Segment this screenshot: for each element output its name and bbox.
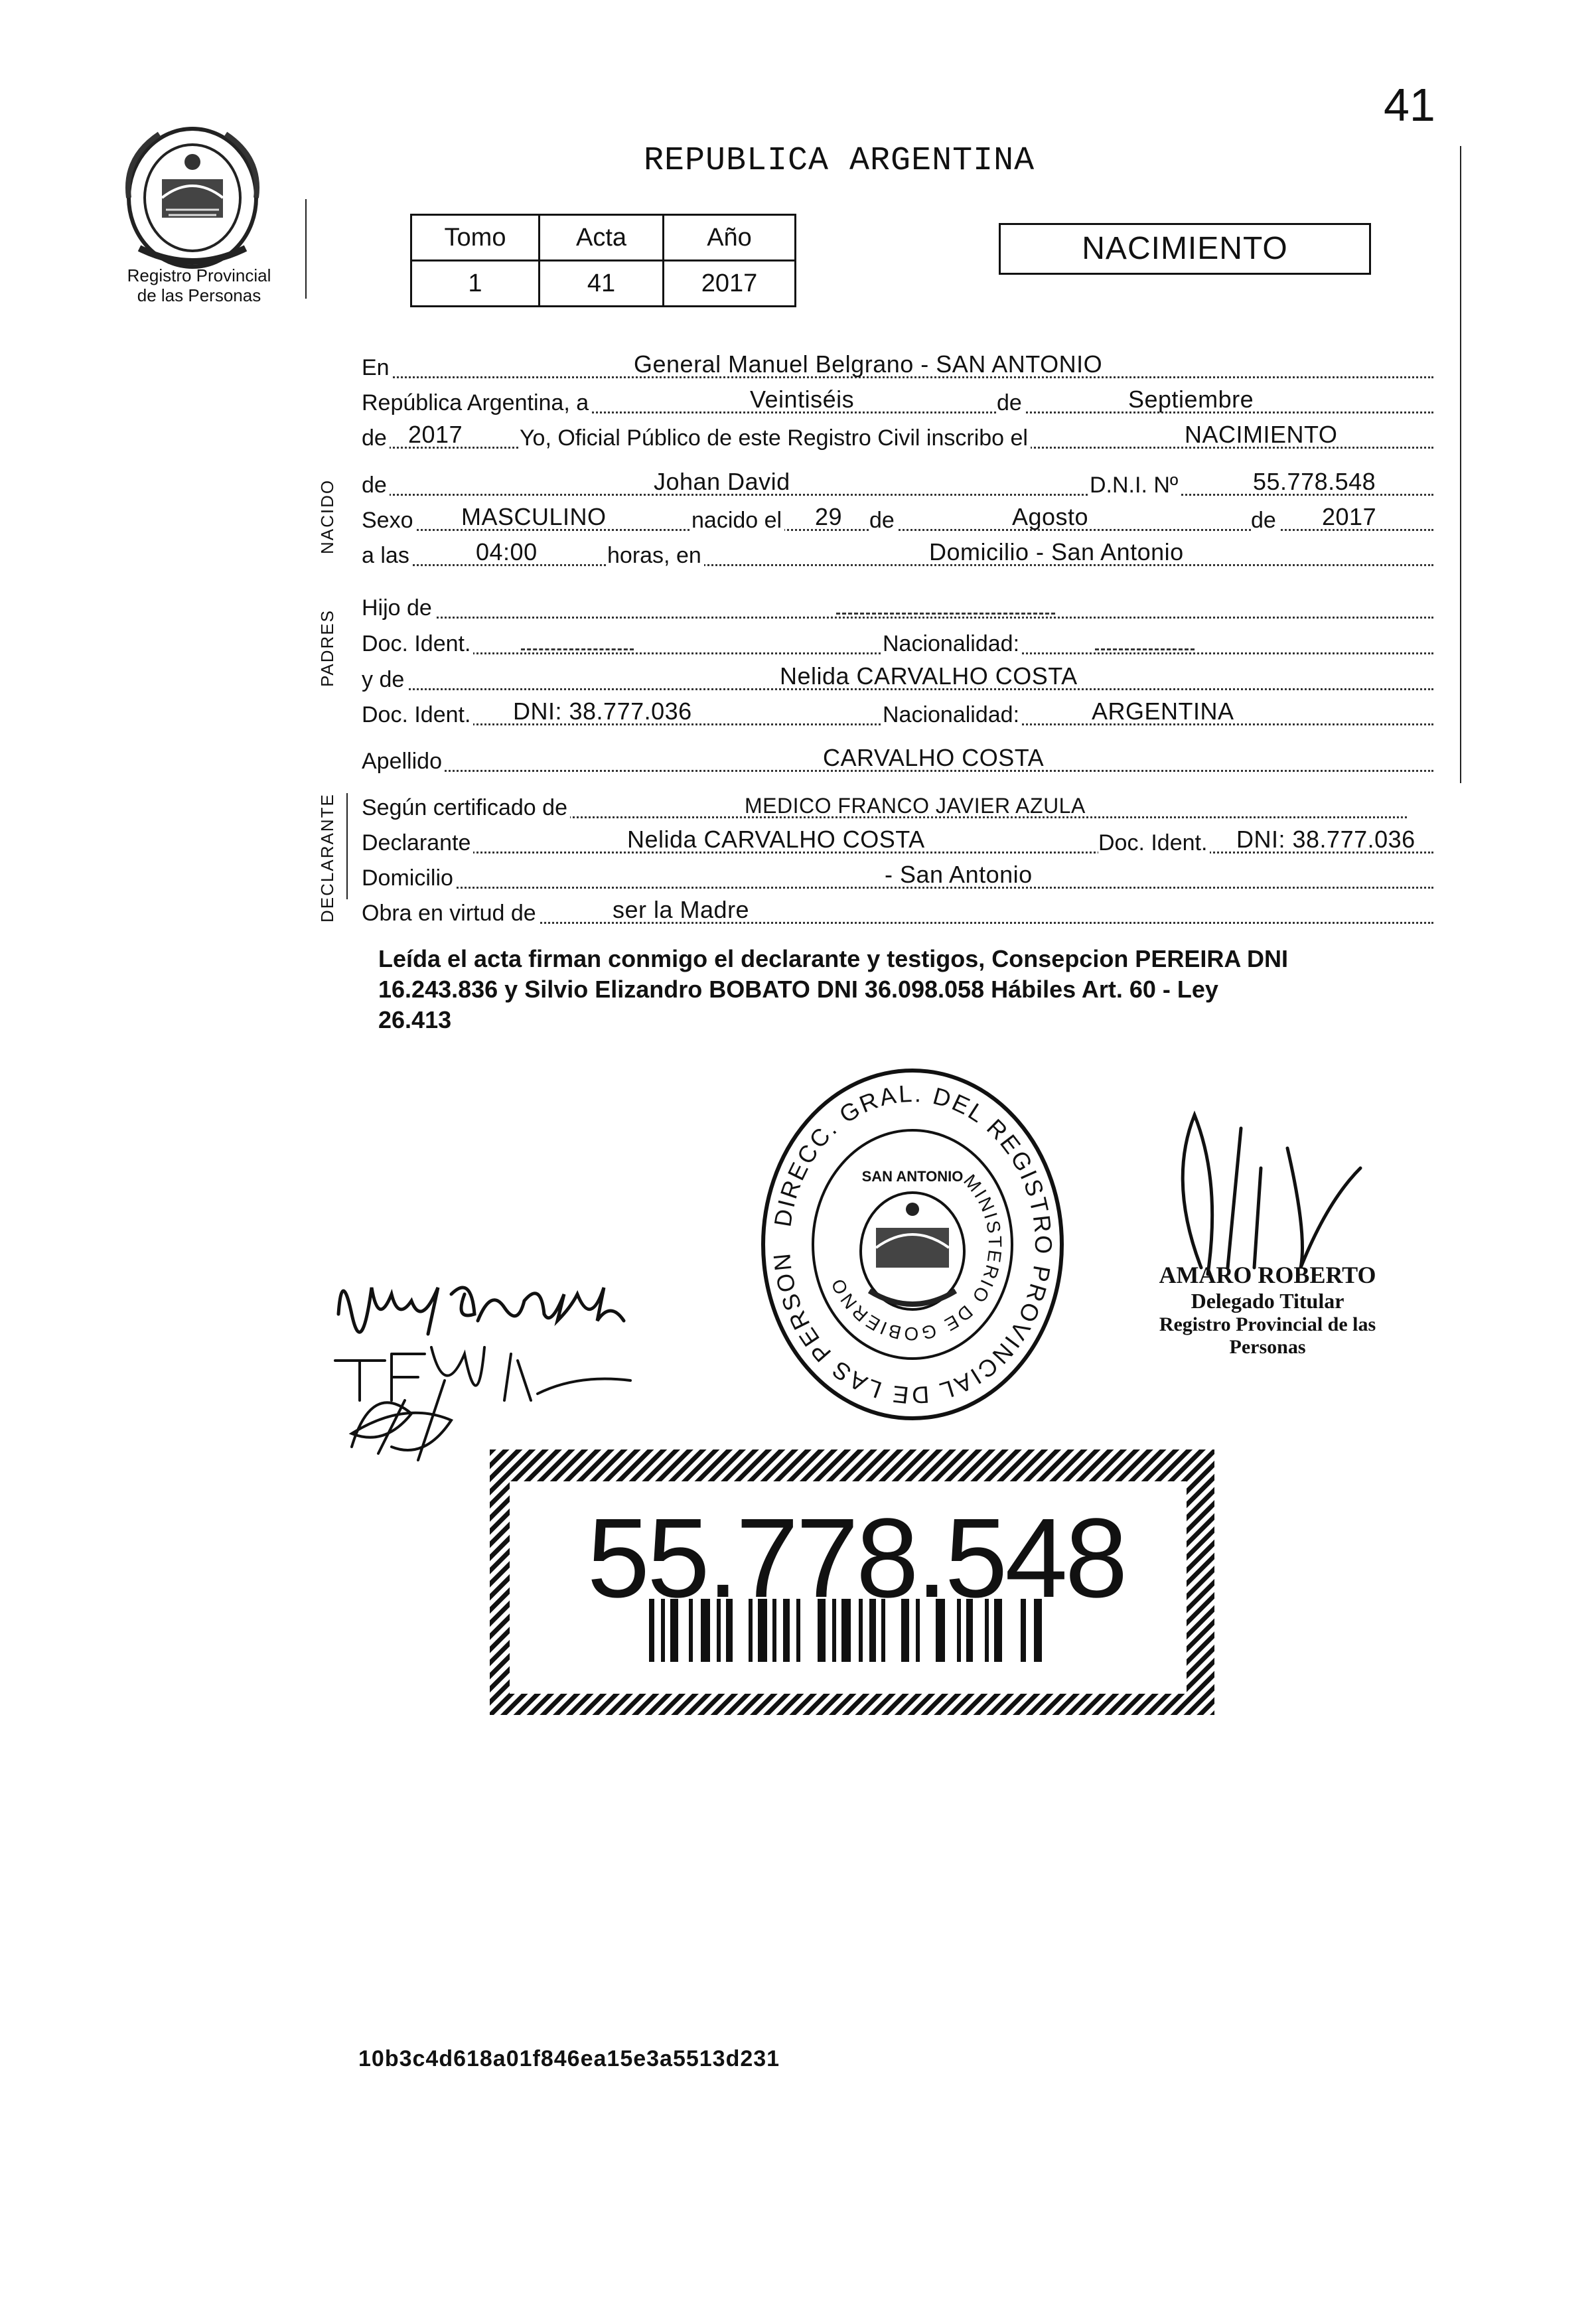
- page-number: 41: [1384, 79, 1435, 131]
- blank-strike: [1095, 648, 1195, 650]
- row-doc-father: [362, 628, 1433, 661]
- row-domicilio: [362, 862, 1433, 895]
- birth-day-value: 29: [815, 503, 843, 530]
- doc-ident-label: Doc. Ident.: [362, 631, 473, 657]
- row-nombre: [362, 469, 1433, 502]
- mother-name-value: Nelida CARVALHO COSTA: [780, 662, 1078, 690]
- obra-label: Obra en virtud de: [362, 901, 539, 927]
- horas-label: horas, en: [607, 543, 704, 569]
- declarant-signature: [312, 1248, 710, 1467]
- surname-value: CARVALHO COSTA: [823, 744, 1045, 771]
- republica-label: República Argentina, a: [362, 390, 591, 416]
- certificado-label: Según certificado de: [362, 795, 570, 821]
- doc-ident-label: Doc. Ident.: [362, 702, 473, 728]
- de-label: de: [997, 390, 1025, 416]
- section-label-declarante: DECLARANTE: [317, 793, 337, 923]
- birth-time-value: 04:00: [476, 538, 538, 565]
- sexo-label: Sexo: [362, 508, 416, 534]
- official-stamp: [757, 1062, 1068, 1427]
- row-madre: [362, 664, 1433, 697]
- registry-value-row: [411, 261, 796, 307]
- header-margin-line: [305, 199, 307, 299]
- document-hash: 10b3c4d618a01f846ea15e3a5513d231: [358, 2046, 780, 2071]
- nacionalidad-label: Nacionalidad:: [883, 702, 1022, 728]
- logo-caption-line2: de las Personas: [137, 285, 261, 305]
- anio-value: 2017: [664, 261, 796, 307]
- row-en: [362, 352, 1433, 385]
- seal-inner-text: MINISTERIO DE GOBIERNO: [826, 1170, 1006, 1345]
- witness-statement: [378, 944, 1414, 1035]
- month-value: Septiembre: [1128, 386, 1254, 413]
- domicilio-label: Domicilio: [362, 865, 456, 891]
- statement-line2: 16.243.836 y Silvio Elizandro BOBATO DNI 36.098.058 Hábiles Art. 60 - Ley: [378, 976, 1218, 1003]
- row-declarante: [362, 827, 1433, 860]
- a-las-label: a las: [362, 543, 412, 569]
- official-block: [1128, 1261, 1407, 1359]
- row-doc-mother: [362, 699, 1433, 732]
- blank-strike: [836, 613, 1055, 615]
- dotted-line: [362, 617, 1433, 619]
- row-anio: [362, 422, 1433, 455]
- mother-nationality-value: ARGENTINA: [1092, 698, 1234, 725]
- registry-header-row: [411, 215, 796, 261]
- blank-strike: [521, 648, 634, 650]
- statement-line3: 26.413: [378, 1006, 452, 1033]
- declarant-name-value: Nelida CARVALHO COSTA: [627, 826, 925, 853]
- official-office: Registro Provincial de las Personas: [1159, 1313, 1376, 1358]
- nacido-label: nacido el: [691, 508, 784, 534]
- declarant-dni-value: DNI: 38.777.036: [1236, 826, 1415, 853]
- certificate-value: MEDICO FRANCO JAVIER AZULA: [745, 794, 1086, 818]
- row-sexo: [362, 504, 1433, 538]
- tomo-value: 1: [411, 261, 540, 307]
- section-label-padres: PADRES: [317, 609, 337, 687]
- hijo-label: Hijo de: [362, 595, 435, 621]
- address-value: - San Antonio: [885, 861, 1033, 888]
- inscription-type-value: NACIMIENTO: [1185, 421, 1338, 448]
- right-margin-line: [1460, 146, 1461, 783]
- row-hijo: [362, 592, 1433, 625]
- birth-month-value: Agosto: [1012, 503, 1089, 530]
- dni-label: D.N.I. Nº: [1090, 473, 1181, 498]
- doc-ident-label: Doc. Ident.: [1098, 830, 1210, 856]
- seal-outer-text: DIRECC. GRAL. DEL REGISTRO PROVINCIAL DE LAS PERSON: [767, 1079, 1058, 1410]
- mother-dni-value: DNI: 38.777.036: [513, 698, 692, 725]
- de-label: de: [362, 425, 390, 451]
- statement-line1: Leída el acta firman conmigo el declarante y testigos, Consepcion PEREIRA DNI: [378, 945, 1289, 972]
- nacionalidad-label: Nacionalidad:: [883, 631, 1022, 657]
- row-obra: [362, 897, 1433, 930]
- sex-value: MASCULINO: [461, 503, 607, 530]
- logo-caption-line1: Registro Provincial: [127, 265, 271, 285]
- section-label-nacido: NACIDO: [317, 479, 337, 554]
- relation-value: ser la Madre: [613, 896, 750, 923]
- birth-year-value: 2017: [1322, 503, 1377, 530]
- child-dni-value: 55.778.548: [1253, 468, 1376, 495]
- anio-header: Año: [664, 215, 796, 261]
- place-value: General Manuel Belgrano - SAN ANTONIO: [634, 350, 1103, 378]
- country-title: REPUBLICA ARGENTINA: [644, 142, 1035, 180]
- apellido-label: Apellido: [362, 749, 445, 775]
- provincial-registry-seal-icon: [113, 118, 272, 277]
- barcode-number: 55.778.548: [587, 1495, 1125, 1621]
- de-label: de: [362, 473, 390, 498]
- acta-header: Acta: [540, 215, 664, 261]
- child-name-value: Johan David: [654, 468, 790, 495]
- row-hora: [362, 540, 1433, 573]
- logo-caption: [100, 265, 299, 305]
- oficial-text: Yo, Oficial Público de este Registro Civil inscribo el: [520, 425, 1031, 451]
- official-title: Delegado Titular: [1191, 1289, 1344, 1313]
- tomo-header: Tomo: [411, 215, 540, 261]
- day-value: Veintiséis: [750, 386, 855, 413]
- year-value: 2017: [408, 421, 463, 448]
- declarante-label: Declarante: [362, 830, 473, 856]
- seal-top-text: SAN ANTONIO: [861, 1168, 964, 1185]
- row-certificado: [362, 792, 1433, 825]
- declarante-margin-line: [346, 793, 348, 899]
- birth-place-value: Domicilio - San Antonio: [929, 538, 1184, 565]
- de-label: de: [1251, 508, 1279, 534]
- en-label: En: [362, 355, 392, 381]
- de-label: de: [869, 508, 897, 534]
- record-type-box: NACIMIENTO: [999, 223, 1371, 275]
- y-de-label: y de: [362, 667, 407, 693]
- acta-value: 41: [540, 261, 664, 307]
- row-republica: [362, 387, 1433, 420]
- official-name: AMARO ROBERTO: [1159, 1262, 1376, 1288]
- row-apellido: [362, 745, 1433, 779]
- registry-table: [410, 214, 796, 307]
